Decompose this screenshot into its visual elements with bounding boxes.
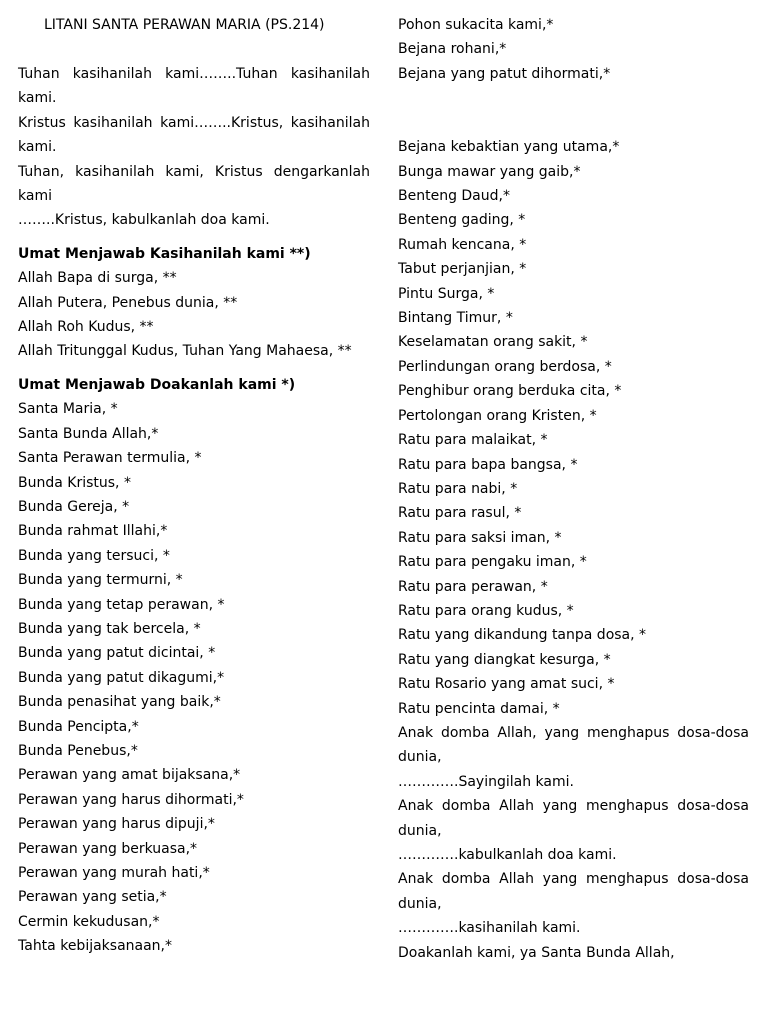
section1-list <box>18 266 370 364</box>
list-item: Keselamatan orang sakit, * <box>398 334 588 351</box>
list-item: Pohon sukacita kami,* <box>398 17 554 33</box>
closing-line: Anak domba Allah yang menghapus dosa-dosa dunia, <box>398 871 749 912</box>
list-item: Allah Putera, Penebus dunia, ** <box>18 294 238 311</box>
list-item: Ratu yang diangkat kesurga, * <box>398 651 611 668</box>
closing-line: ………….Sayingilah kami. <box>398 773 574 790</box>
list-item: Perlindungan orang berdosa, * <box>398 358 612 375</box>
intro-block <box>18 62 370 233</box>
list-item: Benteng gading, * <box>398 212 526 229</box>
intro-line: Tuhan kasihanilah kami……..Tuhan kasihanilah kami. <box>18 66 370 107</box>
closing-block <box>398 721 749 965</box>
list-item: Bunda Kristus, * <box>18 474 131 491</box>
list-item: Bunga mawar yang gaib,* <box>398 163 581 180</box>
list-item: Pintu Surga, * <box>398 285 495 302</box>
left-column <box>18 13 370 959</box>
right-column <box>398 13 749 965</box>
intro-line: Tuhan, kasihanilah kami, Kristus dengarkanlah kami <box>18 163 370 205</box>
list-item: Bunda penasihat yang baik,* <box>18 694 221 711</box>
closing-line: Anak domba Allah, yang menghapus dosa-dosa dunia, <box>398 724 749 766</box>
list-item: Bunda rahmat Illahi,* <box>18 523 168 540</box>
closing-line: ………….kabulkanlah doa kami. <box>398 847 617 863</box>
section2-list <box>18 397 370 958</box>
blank-gap <box>398 86 749 135</box>
list-item: Bejana kebaktian yang utama,* <box>398 139 620 156</box>
list-item: Bejana rohani,* <box>398 41 507 58</box>
list-item: Bunda yang termurni, * <box>18 572 183 589</box>
closing-line: Doakanlah kami, ya Santa Bunda Allah, <box>398 944 675 961</box>
list-item: Penghibur orang berduka cita, * <box>398 383 622 400</box>
list-item: Rumah kencana, * <box>398 236 527 253</box>
intro-line: ……..Kristus, kabulkanlah doa kami. <box>18 212 270 229</box>
list-item: Bunda yang patut dikagumi,* <box>18 669 225 686</box>
list-item: Allah Tritunggal Kudus, Tuhan Yang Mahaesa, ** <box>18 343 352 360</box>
list-item: Ratu pencinta damai, * <box>398 700 560 717</box>
list-item: Ratu para pengaku iman, * <box>398 554 587 571</box>
list-item: Perawan yang setia,* <box>18 889 167 906</box>
document-title: LITANI SANTA PERAWAN MARIA (PS.214) <box>44 17 325 33</box>
closing-line: ………….kasihanilah kami. <box>398 920 581 937</box>
list-item: Santa Maria, * <box>18 401 118 418</box>
list-item: Ratu para bapa bangsa, * <box>398 456 578 473</box>
list-item: Santa Bunda Allah,* <box>18 425 159 442</box>
right-top-list <box>398 13 749 86</box>
list-item: Bunda yang tetap perawan, * <box>18 596 225 613</box>
list-item: Bunda yang patut dicintai, * <box>18 645 216 662</box>
list-item: Perawan yang berkuasa,* <box>18 840 198 857</box>
list-item: Perawan yang amat bijaksana,* <box>18 767 241 784</box>
list-item: Bunda Pencipta,* <box>18 718 139 735</box>
section-heading-kasihanilah: Umat Menjawab Kasihanilah kami **) <box>18 245 311 262</box>
list-item: Perawan yang murah hati,* <box>18 865 210 881</box>
list-item: Tahta kebijaksanaan,* <box>18 938 173 955</box>
list-item: Benteng Daud,* <box>398 188 510 205</box>
list-item: Bunda Gereja, * <box>18 498 130 515</box>
list-item: Santa Perawan termulia, * <box>18 450 202 467</box>
closing-line: Anak domba Allah yang menghapus dosa-dosa dunia, <box>398 798 749 839</box>
list-item: Ratu Rosario yang amat suci, * <box>398 676 615 693</box>
list-item: Bunda yang tersuci, * <box>18 547 170 564</box>
list-item: Bunda Penebus,* <box>18 742 138 759</box>
intro-line: Kristus kasihanilah kami……..Kristus, kasihanilah kami. <box>18 114 370 156</box>
list-item: Tabut perjanjian, * <box>398 261 527 278</box>
list-item: Ratu para nabi, * <box>398 480 518 497</box>
list-item: Bunda yang tak bercela, * <box>18 620 201 637</box>
right-main-list <box>398 135 749 721</box>
list-item: Ratu yang dikandung tanpa dosa, * <box>398 627 647 644</box>
list-item: Ratu para malaikat, * <box>398 432 548 449</box>
list-item: Pertolongan orang Kristen, * <box>398 407 597 424</box>
list-item: Bintang Timur, * <box>398 310 513 327</box>
section-heading-doakanlah: Umat Menjawab Doakanlah kami *) <box>18 376 296 393</box>
list-item: Allah Roh Kudus, ** <box>18 319 154 336</box>
list-item: Ratu para perawan, * <box>398 578 548 595</box>
list-item: Perawan yang harus dihormati,* <box>18 791 244 808</box>
list-item: Bejana yang patut dihormati,* <box>398 65 611 82</box>
list-item: Cermin kekudusan,* <box>18 913 160 930</box>
list-item: Allah Bapa di surga, ** <box>18 270 177 287</box>
list-item: Perawan yang harus dipuji,* <box>18 816 215 833</box>
list-item: Ratu para saksi iman, * <box>398 529 562 546</box>
list-item: Ratu para orang kudus, * <box>398 602 574 619</box>
list-item: Ratu para rasul, * <box>398 505 522 522</box>
